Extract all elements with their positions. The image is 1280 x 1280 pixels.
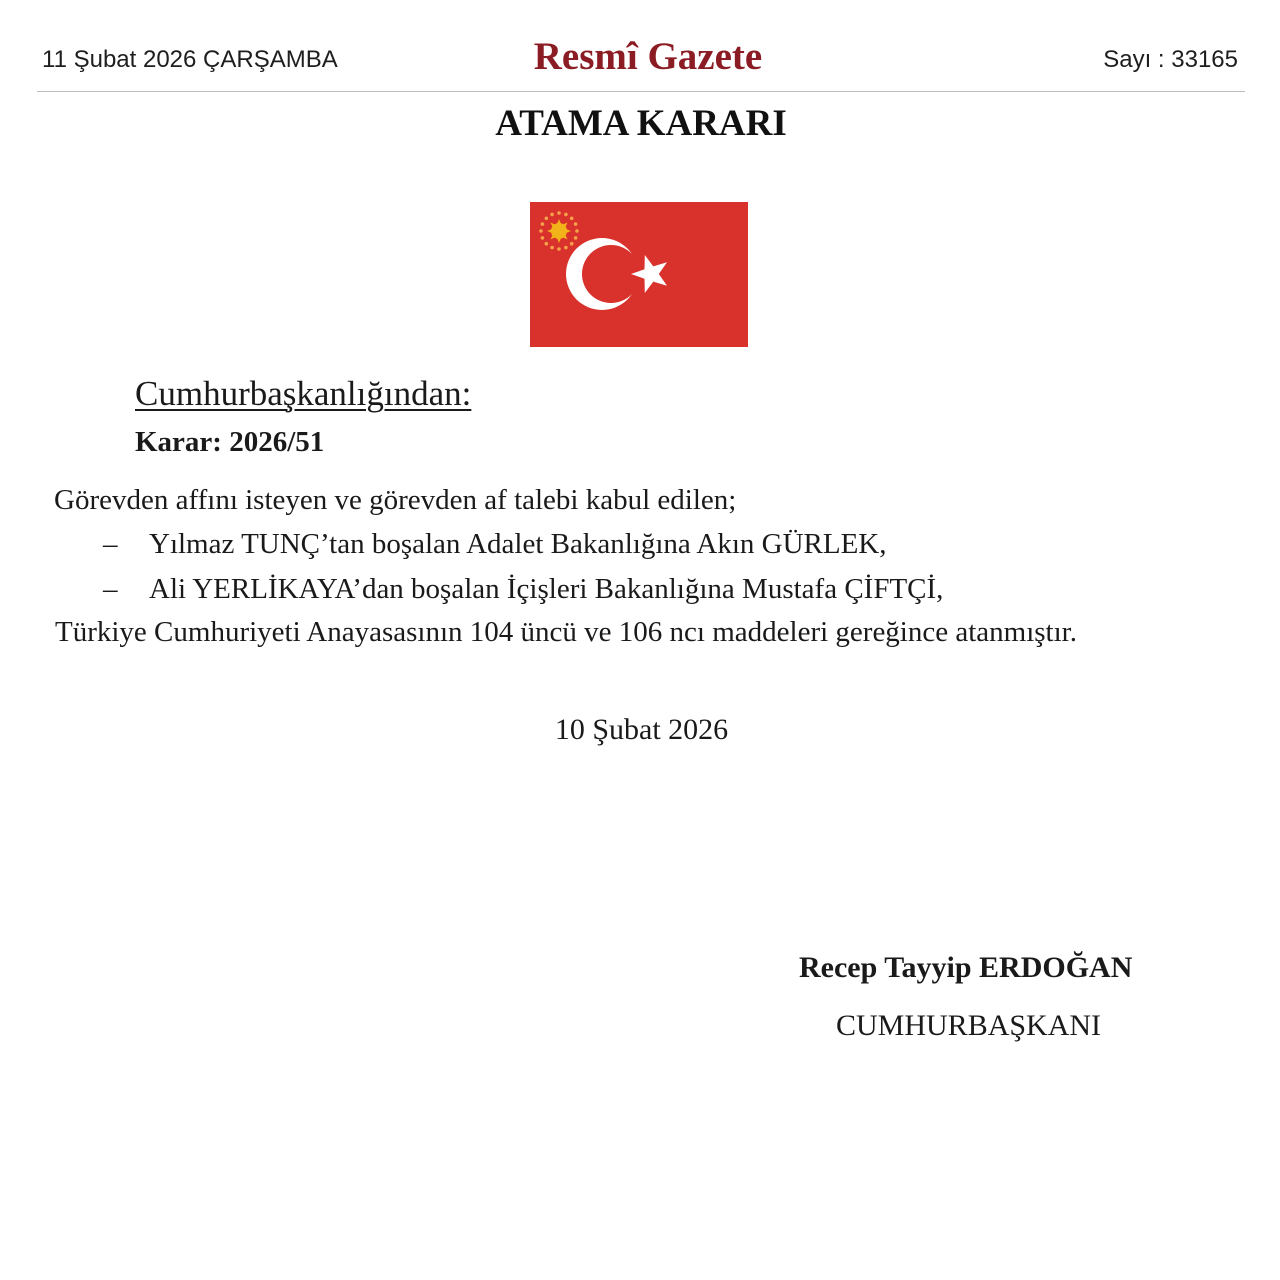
publication-date: 11 Şubat 2026 ÇARŞAMBA: [42, 46, 338, 73]
issue-number: Sayı : 33165: [1103, 46, 1238, 73]
signatory-name: Recep Tayyip ERDOĞAN: [799, 951, 1133, 984]
conclusion-paragraph: Türkiye Cumhuriyeti Anayasasının 104 üncü ve 106 ncı maddeleri gereğince atanmıştır.: [55, 616, 1077, 648]
dash-bullet: –: [103, 573, 118, 605]
decision-number: Karar: 2026/51: [135, 426, 325, 458]
appointment-text: Yılmaz TUNÇ’tan boşalan Adalet Bakanlığına Akın GÜRLEK,: [149, 528, 887, 560]
signature-date: 10 Şubat 2026: [554, 713, 729, 746]
signatory-title: CUMHURBAŞKANI: [836, 1009, 1102, 1042]
issuing-authority: Cumhurbaşkanlığından:: [135, 374, 472, 413]
appointment-item: [103, 528, 887, 561]
dash-bullet: –: [103, 528, 118, 560]
masthead-title: Resmî Gazete: [533, 35, 763, 78]
appointment-text: Ali YERLİKAYA’dan boşalan İçişleri Bakanlığına Mustafa ÇİFTÇİ,: [149, 573, 944, 605]
intro-paragraph: Görevden affını isteyen ve görevden af talebi kabul edilen;: [54, 484, 737, 516]
appointment-item: [103, 573, 943, 606]
presidential-flag-icon: [530, 202, 748, 347]
header-divider: [37, 91, 1245, 92]
document-title: ATAMA KARARI: [495, 103, 787, 144]
